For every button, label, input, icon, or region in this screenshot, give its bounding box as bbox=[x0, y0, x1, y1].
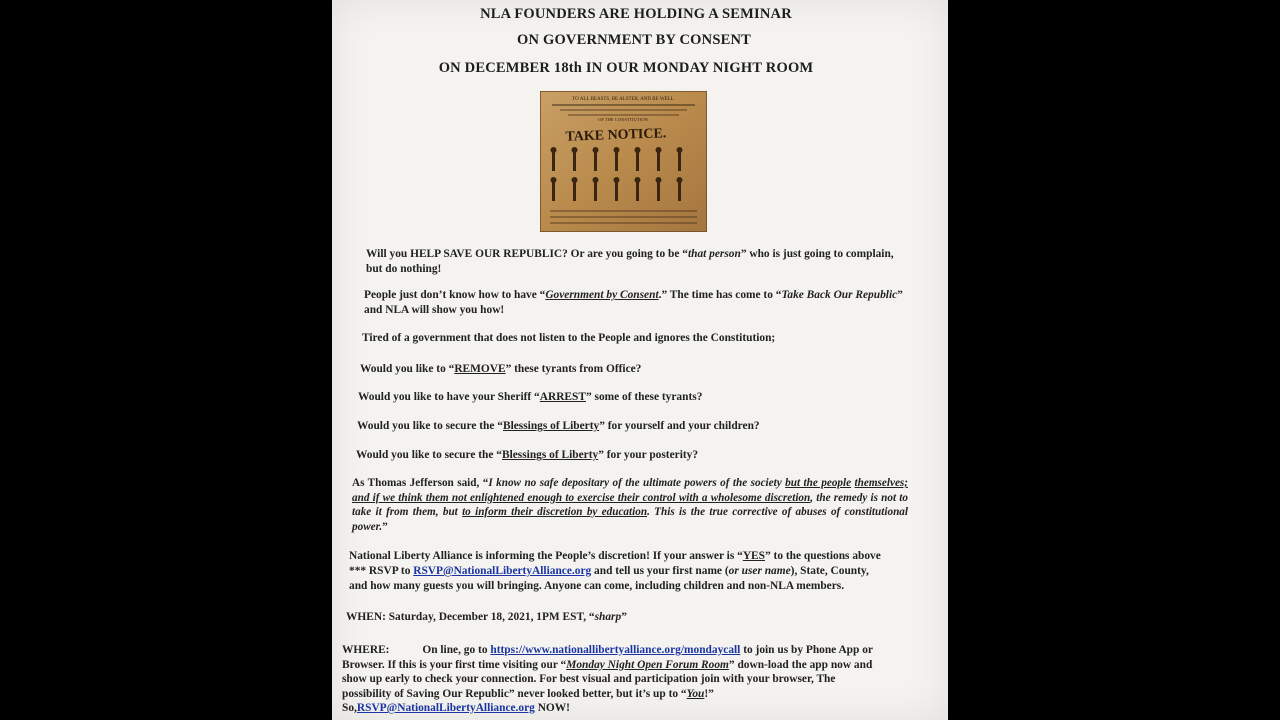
question-blessings-children: Would you like to secure the “Blessings of Liberty” for yourself and your children? bbox=[357, 420, 760, 432]
where-label: WHERE: bbox=[342, 644, 390, 656]
image-title-text: TAKE NOTICE. bbox=[565, 126, 667, 145]
where-rsvp-email-link[interactable]: RSVP@NationalLibertyAlliance.org bbox=[356, 702, 535, 714]
paragraph-tired-of-government: Tired of a government that does not listen to the People and ignores the Constitution; bbox=[362, 332, 776, 344]
paragraph-government-by-consent: People just don’t know how to have “Government by Consent.” The time has come to “Take Back Our Republic” and NLA will show you how! bbox=[364, 289, 903, 316]
paragraph-nla-rsvp: National Liberty Alliance is informing the People’s discretion! If your answer is “YES” to the questions above *** RSVP to RSVP@NationalLibertyAlliance.org and tell us your first name (or user name), State, County, and how many guests you will bringing. Anyone can come, including children and non-NLA members. bbox=[349, 550, 881, 592]
take-notice-image bbox=[540, 91, 707, 232]
where-paragraph: WHERE: On line, go to https://www.nationallibertyalliance.org/mondaycall to join us by Phone App or Browser. If this is your first time visiting our “Monday Night Open Forum Room” down-load the app now and show up early to check your connection. For best visual and participation join with your browser, The possibility of Saving Our Republic” never looked better, but it’s up to “You!” So,RSVP@NationalLibertyAlliance.org NOW! bbox=[342, 644, 873, 714]
when-label: WHEN: bbox=[346, 611, 386, 623]
jefferson-quote: As Thomas Jefferson said, “I know no safe depositary of the ultimate powers of the society but the people themselves; and if we think them not enlightened enough to exercise their control with a wholesome discretion, the remedy is not to take it from them, but to inform their discretion by education. This is the true corrective of abuses of constitutional power.” bbox=[352, 477, 908, 533]
flyer-title-line-3: ON DECEMBER 18th IN OUR MONDAY NIGHT ROOM bbox=[438, 60, 814, 76]
monday-call-url-link[interactable]: https://www.nationallibertyalliance.org/mondaycall bbox=[490, 644, 741, 656]
question-blessings-posterity: Would you like to secure the “Blessings of Liberty” for your posterity? bbox=[356, 449, 699, 461]
flyer-title-line-2: ON GOVERNMENT BY CONSENT bbox=[516, 32, 751, 48]
paragraph-save-republic: Will you HELP SAVE OUR REPUBLIC? Or are you going to be “that person” who is just going to complain, but do nothing! bbox=[366, 248, 894, 275]
flyer-page bbox=[332, 0, 948, 720]
question-remove: Would you like to “REMOVE” these tyrants from Office? bbox=[360, 363, 642, 375]
image-subheader-text: OF THE CONSTITUTION bbox=[598, 117, 648, 122]
flyer-title-line-1: NLA FOUNDERS ARE HOLDING A SEMINAR bbox=[480, 6, 792, 22]
when-line: WHEN: Saturday, December 18, 2021, 1PM EST, “sharp” bbox=[346, 611, 627, 623]
rsvp-email-link[interactable]: RSVP@NationalLibertyAlliance.org bbox=[413, 565, 592, 577]
question-arrest: Would you like to have your Sheriff “ARREST” some of these tyrants? bbox=[358, 391, 703, 403]
image-header-text: TO ALL BEASTS, BE ALSTER, AND BE WELL bbox=[572, 97, 674, 102]
